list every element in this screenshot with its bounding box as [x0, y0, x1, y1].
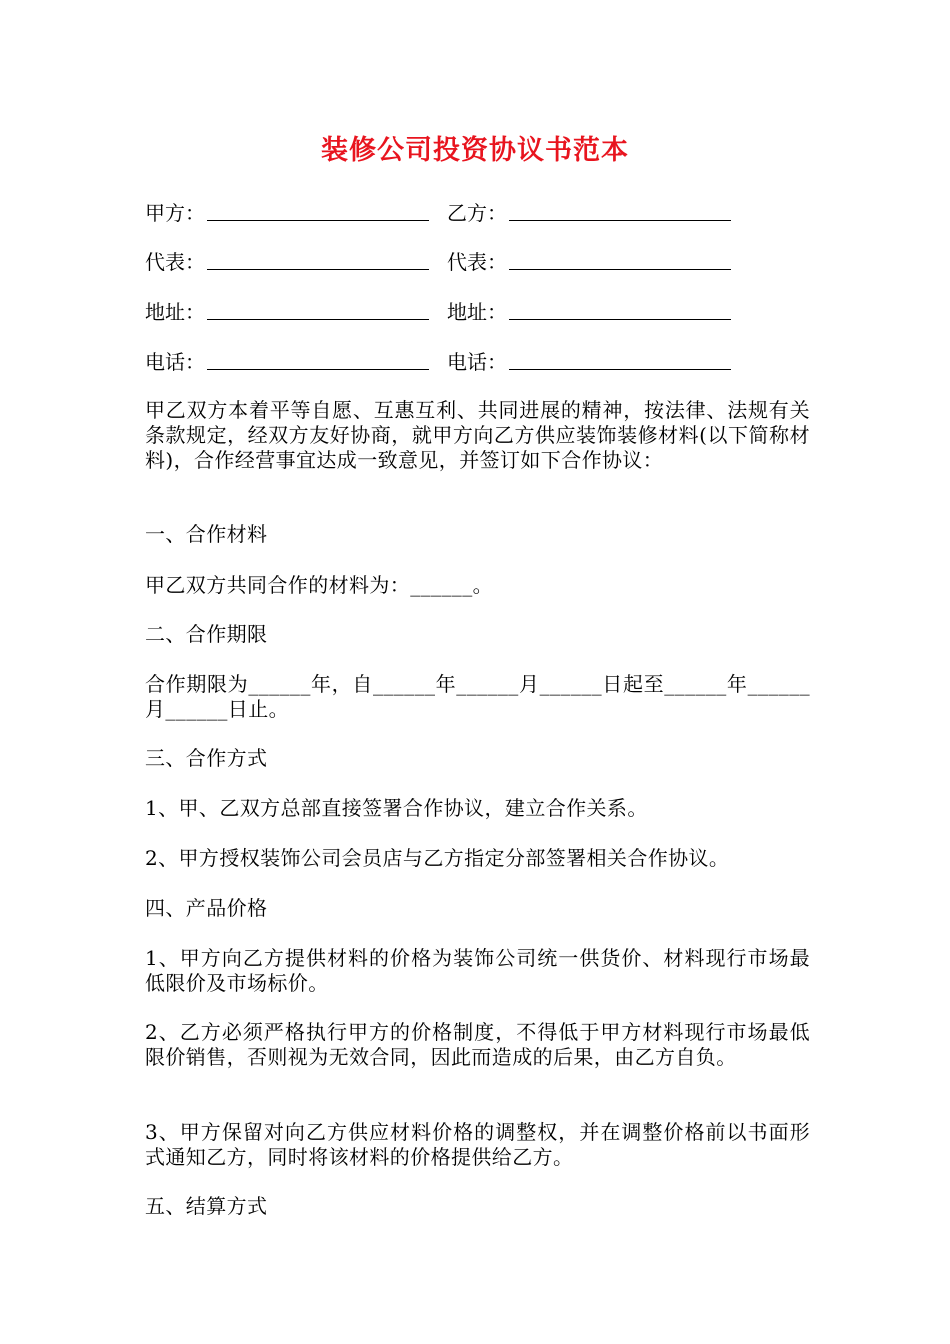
party-a-address-label: 地址： — [145, 300, 205, 324]
party-b-phone-label: 电话： — [447, 350, 507, 374]
price-clause-2: 2、乙方必须严格执行甲方的价格制度，不得低于甲方材料现行市场最低限价销售，否则视为无效合同，因此而造成的后果，由乙方自负。 — [145, 1020, 810, 1069]
party-a-address-blank — [207, 297, 429, 320]
party-a-blank — [207, 198, 429, 221]
party-b-phone-blank — [509, 347, 731, 370]
price-clause-1: 1、甲方向乙方提供材料的价格为装饰公司统一供货价、材料现行市场最低限价及市场标价。 — [145, 946, 810, 995]
party-a-phone-label: 电话： — [145, 350, 205, 374]
section-heading-settlement: 五、结算方式 — [145, 1194, 268, 1218]
cooperation-clause-1: 1、甲、乙双方总部直接签署合作协议，建立合作关系。 — [145, 796, 648, 820]
party-a-field — [145, 198, 429, 228]
cooperation-clause-2: 2、甲方授权装饰公司会员店与乙方指定分部签署相关合作协议。 — [145, 846, 730, 870]
materials-paragraph: 甲乙双方共同合作的材料为：______。 — [145, 573, 493, 597]
price-clause-3: 3、甲方保留对向乙方供应材料价格的调整权，并在调整价格前以书面形式通知乙方，同时将该材料的价格提供给乙方。 — [145, 1120, 810, 1169]
party-b-rep-field — [447, 247, 731, 277]
party-a-rep-field — [145, 247, 429, 277]
party-a-label: 甲方： — [145, 201, 205, 225]
party-b-phone-field — [447, 347, 731, 377]
party-b-address-blank — [509, 297, 731, 320]
party-a-address-field — [145, 297, 429, 327]
party-row-address — [145, 297, 825, 327]
intro-paragraph: 甲乙双方本着平等自愿、互惠互利、共同进展的精神，按法律、法规有关条款规定，经双方友好协商，就甲方向乙方供应装饰装修材料(以下简称材料)，合作经营事宜达成一致意见，并签订如下合作协议： — [145, 398, 810, 472]
section-heading-term: 二、合作期限 — [145, 622, 268, 646]
party-b-rep-label: 代表： — [447, 250, 507, 274]
party-a-phone-field — [145, 347, 429, 377]
party-a-rep-blank — [207, 247, 429, 270]
section-heading-cooperation-mode: 三、合作方式 — [145, 746, 268, 770]
party-a-phone-blank — [207, 347, 429, 370]
party-a-rep-label: 代表： — [145, 250, 205, 274]
party-b-rep-blank — [509, 247, 731, 270]
party-row-phone — [145, 347, 825, 377]
party-b-blank — [509, 198, 731, 221]
party-b-address-label: 地址： — [447, 300, 507, 324]
section-heading-price: 四、产品价格 — [145, 896, 268, 920]
party-b-field — [447, 198, 731, 228]
document-title: 装修公司投资协议书范本 — [321, 135, 629, 166]
section-heading-materials: 一、合作材料 — [145, 522, 268, 546]
party-b-address-field — [447, 297, 731, 327]
term-paragraph: 合作期限为______年，自______年______月______日起至______年______月______日止。 — [145, 672, 810, 721]
party-row-representative — [145, 247, 825, 277]
party-b-label: 乙方： — [447, 201, 507, 225]
party-row-party — [145, 198, 825, 228]
